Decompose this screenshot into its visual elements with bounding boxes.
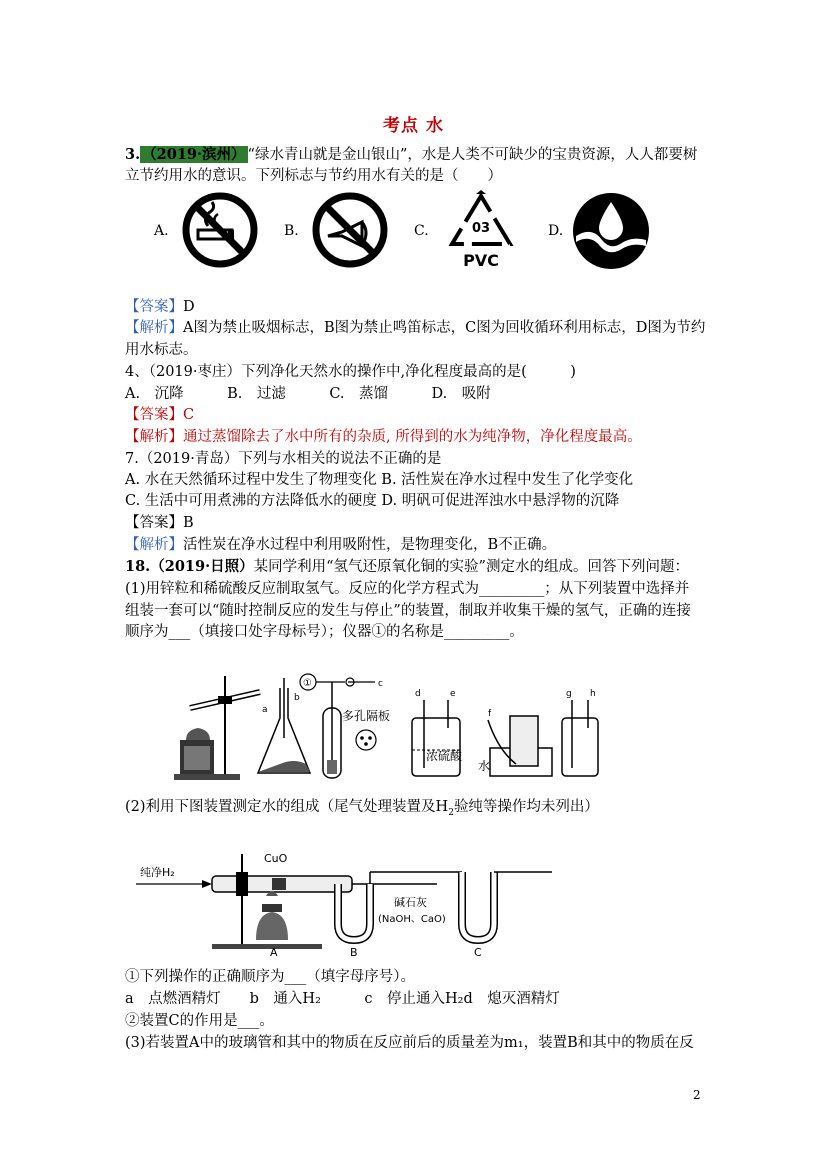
answer-label: 【答案】 <box>125 299 183 315</box>
q4-options: A. 沉降 B. 过滤 C. 蒸馏 D. 吸附 <box>125 386 491 402</box>
q18-line1 <box>125 557 689 577</box>
no-horn-icon <box>310 190 390 270</box>
label-a: a <box>262 705 268 715</box>
q18-s1-line: ①下列操作的正确顺序为___（填字母序号）。 <box>125 969 415 985</box>
q4-stem: 4、（2019·枣庄）下列净化天然水的操作中,净化程度最高的是( ) <box>125 364 576 380</box>
q7-answer <box>125 513 194 533</box>
label-g: g <box>566 689 572 699</box>
q18-p3-line: (3)若装置A中的玻璃管和其中的物质在反应前后的质量差为m₁，装置B和其中的物质在反 <box>125 1035 694 1051</box>
label-soda-lime: 碱石灰 <box>394 896 427 909</box>
q18-s2-line: ②装置C的作用是___。 <box>125 1013 274 1029</box>
label-a: A <box>270 946 278 959</box>
label-conc-acid: 浓硫酸 <box>426 749 463 763</box>
heating-stand <box>174 676 260 780</box>
option-b-label: B. <box>284 223 299 239</box>
q3-source-tag: （2019·滨州） <box>142 146 246 163</box>
q3-analysis-1 <box>125 318 705 338</box>
u-tube-c <box>462 872 552 940</box>
q18-p1-line2: 组装一套可以“随时控制反应的发生与停止”的装置，制取并收集干燥的氢气，正确的连接 <box>125 603 691 619</box>
label-soda-lime-composition: (NaOH、CaO) <box>378 914 446 925</box>
answer-label: 【答案】 <box>125 515 183 531</box>
q3-answer <box>125 297 195 317</box>
q18-s1-options: a 点燃酒精灯 b 通入H₂ c 停止通入H₂d 熄灭酒精灯 <box>125 991 560 1007</box>
pvc-number: 03 <box>471 221 491 236</box>
apparatus-figure-1 <box>170 668 600 788</box>
q18-p2-line <box>125 797 599 823</box>
q3-line1 <box>125 145 697 165</box>
q4-answer <box>125 405 194 425</box>
label-c: c <box>378 679 383 689</box>
analysis-text: 活性炭在净水过程中利用吸附性，是物理变化，B不正确。 <box>183 537 557 553</box>
recycle-pvc-icon <box>436 190 526 272</box>
label-h: h <box>590 689 596 699</box>
q18-p2-text: (2)利用下图装置测定水的组成（尾气处理装置及 <box>125 799 436 815</box>
answer-value: C <box>183 407 195 423</box>
water-saving-icon <box>570 190 652 272</box>
water-trough <box>488 716 552 776</box>
label-porous-plate: 多孔隔板 <box>342 709 391 723</box>
label-d: d <box>415 689 421 699</box>
label-pure-h2: 纯净H₂ <box>140 866 175 879</box>
label-f: f <box>488 709 492 719</box>
option-c-label: C. <box>414 223 429 239</box>
label-b: B <box>350 946 358 959</box>
label-water: 水 <box>478 759 491 773</box>
q3-analysis-2: 用水标志。 <box>125 342 198 358</box>
q7-options-ab: A. 水在天然循环过程中发生了物理变化 B. 活性炭在净水过程中发生了化学变化 <box>125 472 634 488</box>
q7-analysis <box>125 535 556 555</box>
porous-plate-tube <box>300 674 375 778</box>
q3-number: 3. <box>125 146 141 163</box>
analysis-label: 【解析】 <box>125 429 183 445</box>
answer-label: 【答案】 <box>125 407 183 423</box>
analysis-label: 【解析】 <box>125 320 183 336</box>
collecting-bottle <box>562 700 598 776</box>
q18-source-tag: 18.（2019·日照） <box>125 558 254 575</box>
pvc-text: PVC <box>463 251 499 270</box>
q18-p2-rest: 验纯等操作均未列出） <box>453 799 599 815</box>
label-e: e <box>450 689 456 699</box>
page-title: 考点 水 <box>383 116 444 136</box>
option-a-label: A. <box>154 223 169 239</box>
label-b: b <box>294 693 300 703</box>
analysis-text: A图为禁止吸烟标志，B图为禁止鸣笛标志，C图为回收循环利用标志，D图为节约 <box>183 320 706 336</box>
no-smoking-icon <box>180 190 260 270</box>
q18-p1-line1: (1)用锌粒和稀硫酸反应制取氢气。反应的化学方程式为_________；从下列装置中选择并 <box>125 581 690 597</box>
q7-options-cd: C. 生活中可用煮沸的方法降低水的硬度 D. 明矾可促进浑浊水中悬浮物的沉降 <box>125 493 620 509</box>
page-number: 2 <box>693 1088 701 1102</box>
q4-analysis <box>125 427 642 447</box>
label-cuo: CuO <box>264 852 288 865</box>
arrow-icon <box>202 880 212 888</box>
conical-flask <box>258 678 310 773</box>
apparatus-figure-2 <box>132 844 562 960</box>
label-c: C <box>474 946 482 959</box>
gas-washing-bottle <box>412 700 460 776</box>
q3-stem-1: “绿水青山就是金山银山”，水是人类不可缺少的宝贵资源，人人都要树 <box>247 147 698 163</box>
q18-p1-line3: 顺序为___（填接口处字母标号）；仪器①的名称是_________。 <box>125 624 524 640</box>
q3-stem-2: 立节约用水的意识。下列标志与节约用水有关的是（ ） <box>125 168 502 184</box>
analysis-text: 通过蒸馏除去了水中所有的杂质, 所得到的水为纯净物，净化程度最高。 <box>183 429 642 445</box>
analysis-label: 【解析】 <box>125 537 183 553</box>
label-circle-1: ① <box>303 678 312 689</box>
answer-value: D <box>183 299 195 315</box>
q18-stem: 某同学利用“氢气还原氧化铜的实验”测定水的组成。回答下列问题： <box>253 559 689 575</box>
option-d-label: D. <box>548 223 564 239</box>
q3-symbol-options <box>150 190 650 275</box>
q18-p2-h2: H <box>435 799 449 815</box>
q7-stem: 7.（2019·青岛）下列与水相关的说法不正确的是 <box>125 451 442 467</box>
answer-value: B <box>183 515 194 531</box>
q18-p2-sub: 2 <box>448 807 454 818</box>
